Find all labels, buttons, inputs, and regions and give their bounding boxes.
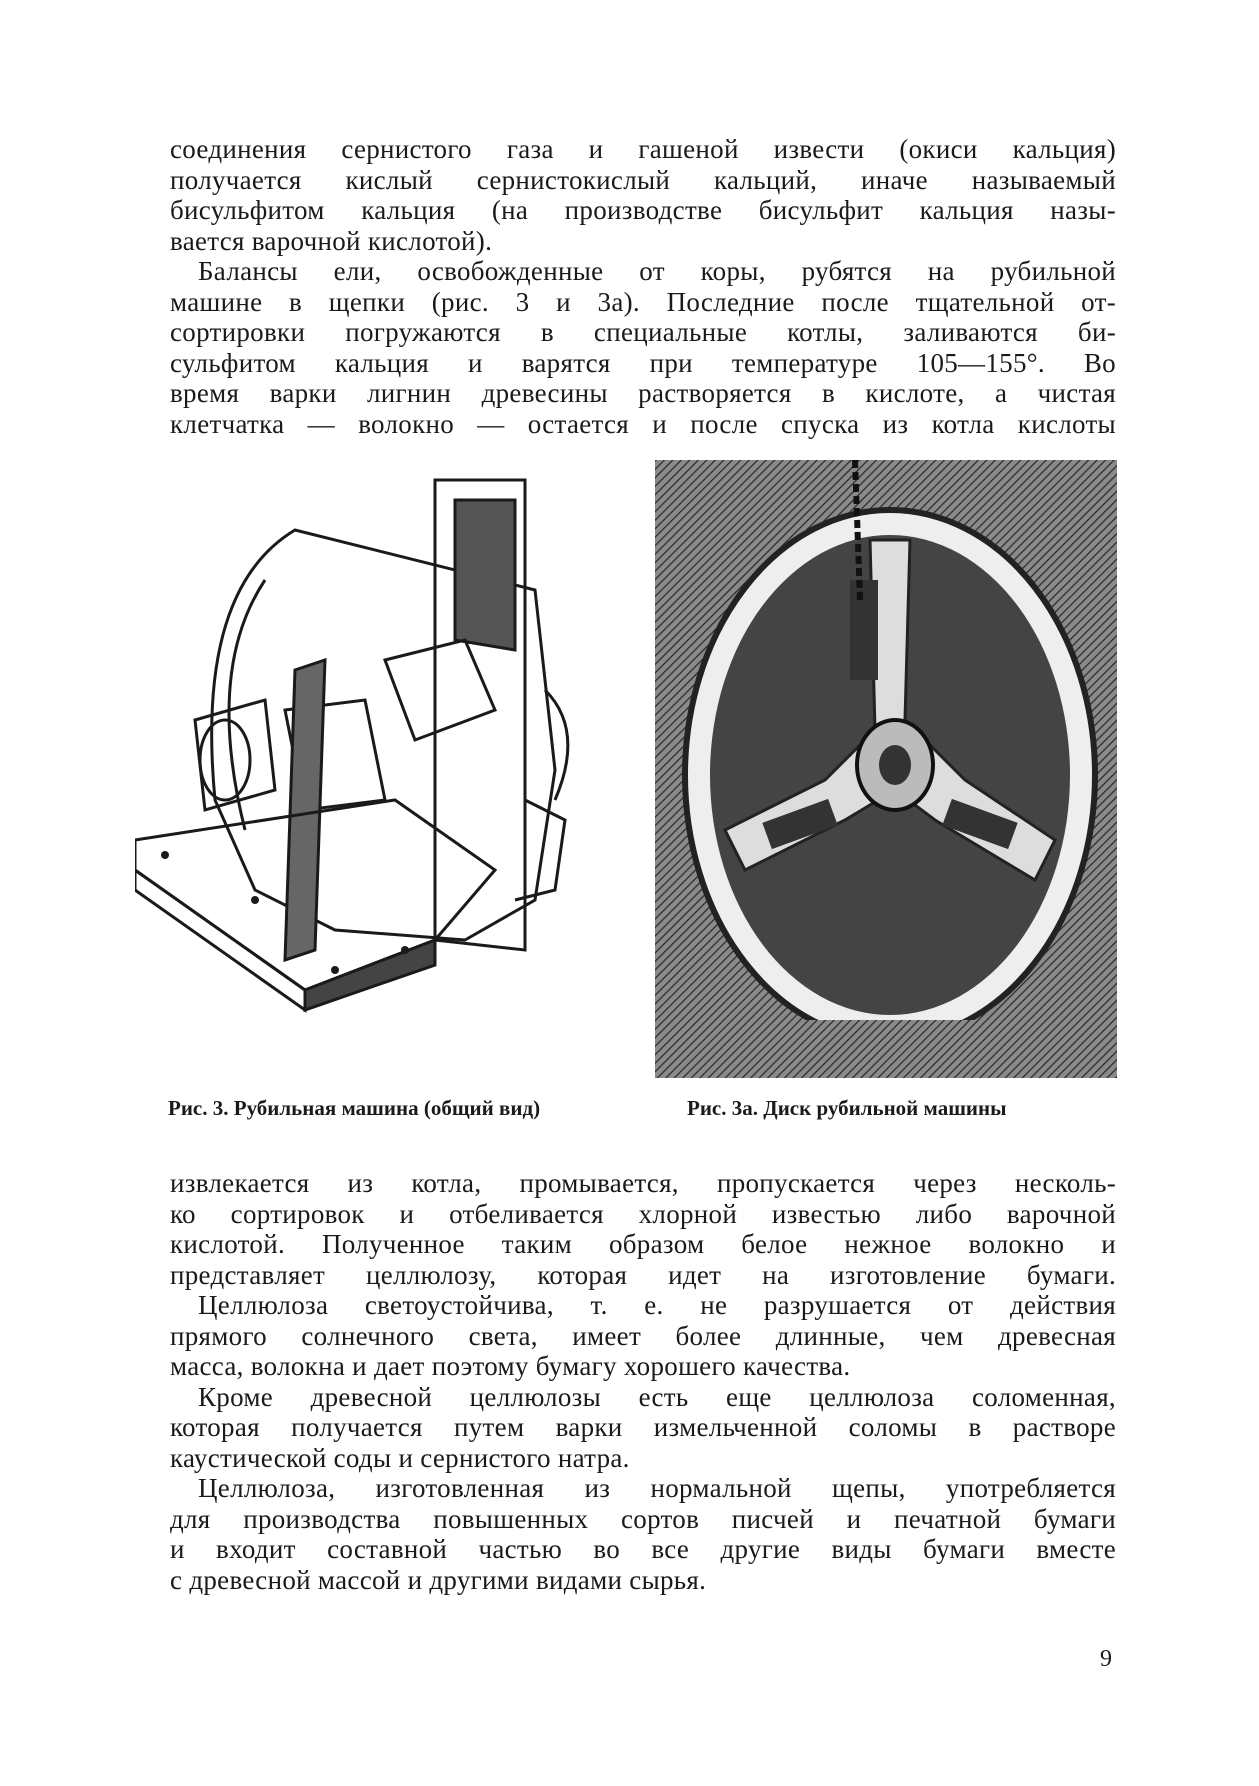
text-line: извлекается из котла, промывается, пропускается через несколь- (170, 1168, 1116, 1198)
text-line: сортировки погружаются в специальные котлы, заливаются би- (170, 317, 1116, 347)
text-line: для производства повышенных сортов писчей и печатной бумаги (170, 1503, 1116, 1534)
chipper-machine-illustration (135, 470, 635, 1080)
figure-3-caption: Рис. 3. Рубильная машина (общий вид) (168, 1096, 541, 1120)
text-line: кислотой. Полученное таким образом белое нежное волокно и (170, 1229, 1116, 1259)
figure-3a-caption: Рис. 3а. Диск рубильной машины (687, 1096, 1007, 1120)
text-line: получается кислый сернистокислый кальций, иначе называемый (170, 164, 1116, 195)
text-line: ко сортировок и отбеливается хлорной известью либо варочной (170, 1198, 1116, 1229)
text-line: сульфитом кальция и варятся при температуре 105—155°. Во (170, 347, 1116, 378)
page-number: 9 (1100, 1646, 1112, 1672)
text-line: бисульфитом кальция (на производстве бисульфит кальция назы- (170, 195, 1116, 225)
text-line: Целлюлоза светоустойчива, т. е. не разрушается от действия (198, 1290, 1116, 1320)
text-line: каустической соды и сернистого натра. (170, 1442, 630, 1473)
text-line: время варки лигнин древесины растворяется в кислоте, а чистая (170, 378, 1116, 408)
text-line: прямого солнечного света, имеет более длинные, чем древесная (170, 1320, 1116, 1351)
chipper-disc-photo (655, 460, 1117, 1078)
text-line: вается варочной кислотой). (170, 225, 493, 256)
text-line: клетчатка — волокно — остается и после спуска из котла кислоты (170, 408, 1116, 439)
text-line: с древесной массой и другими видами сырья. (170, 1564, 707, 1595)
text-line: Балансы ели, освобожденные от коры, рубятся на рубильной (198, 256, 1116, 286)
text-line: которая получается путем варки измельченной соломы в растворе (170, 1412, 1116, 1442)
text-line: масса, волокна и дает поэтому бумагу хорошего качества. (170, 1351, 851, 1381)
text-line: соединения сернистого газа и гашеной извести (окиси кальция) (170, 134, 1116, 164)
text-line: Кроме древесной целлюлозы есть еще целлюлоза соломенная, (198, 1381, 1116, 1412)
top-paragraph (170, 134, 1116, 439)
bottom-paragraph (170, 1168, 1116, 1595)
text-line: и входит составной частью во все другие виды бумаги вместе (170, 1534, 1116, 1564)
text-line: машине в щепки (рис. 3 и 3а). Последние после тщательной от- (170, 286, 1116, 317)
text-line: представляет целлюлозу, которая идет на изготовление бумаги. (170, 1259, 1116, 1290)
text-line: Целлюлоза, изготовленная из нормальной щепы, употребляется (198, 1473, 1116, 1503)
